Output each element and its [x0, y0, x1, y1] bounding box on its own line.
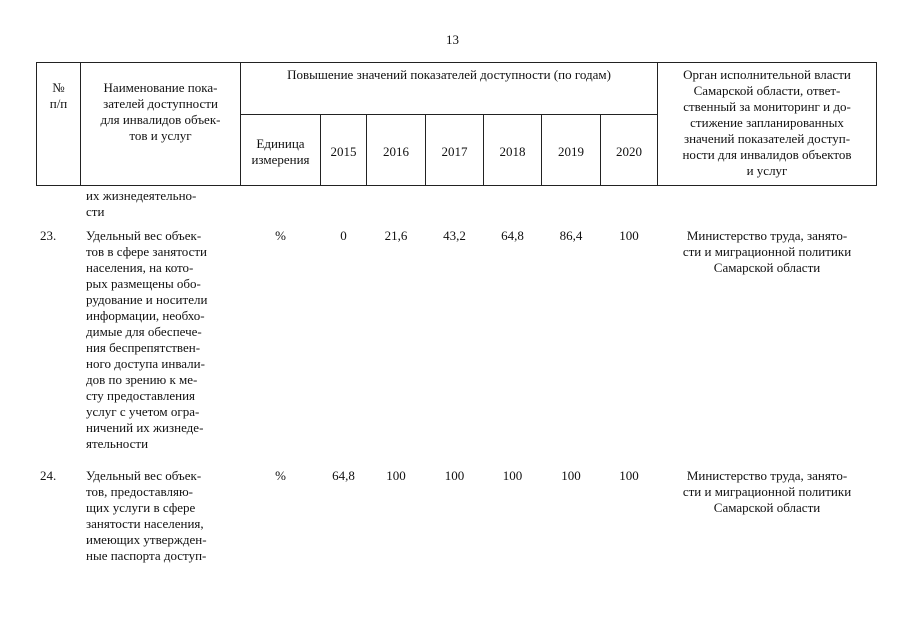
header-year-2015: 2015: [330, 144, 357, 159]
page-number: 13: [446, 32, 459, 47]
header-year-2016: 2016: [383, 144, 409, 159]
header-increase: Повышение значений показателей доступности (по годам): [287, 67, 611, 82]
header-vline: [876, 62, 877, 186]
value-2016: 100: [386, 468, 406, 483]
value-2020: 100: [619, 228, 639, 243]
header-authority: Орган исполнительной власти Самарской области, ответ- ственный за мониторинг и до- стижение запланированных значений показателей доступ- ности для инвалидов объектов и услуг: [682, 67, 852, 178]
value-2015: 64,8: [332, 468, 355, 483]
header-year-2020: 2020: [616, 144, 642, 159]
value-2015: 0: [340, 228, 347, 243]
value-2019: 86,4: [559, 228, 583, 243]
header-top-rule: [36, 62, 877, 63]
value-2020: 100: [619, 468, 639, 483]
header-mid-rule: [240, 114, 657, 115]
value-2017: 43,2: [443, 228, 466, 243]
indicator-name: Удельный вес объек- тов в сфере занятости населения, на кото- рых размещены обо- рудование и носители информации, необхо- димые для обеспече- ния беспрепятствен- ного доступа инвали- дов по зрению к ме- сту предоставления услуг с учетом огра- ничений их жизнеде- ятельности: [86, 228, 208, 451]
value-2017: 100: [444, 468, 465, 483]
value-2018: 64,8: [501, 228, 524, 243]
header-year-2018: 2018: [499, 144, 526, 159]
indicator-name: Удельный вес объек- тов, предоставляю- щих услуги в сфере занятости населения, имеющих утвержден- ные паспорта доступ-: [86, 468, 207, 563]
row-number: 23.: [40, 228, 57, 243]
header-indicator-name: Наименование пока- зателей доступности для инвалидов объек- тов и услуг: [100, 80, 221, 143]
unit-cell: %: [275, 228, 286, 243]
continuation-text: их жизнедеятельно- сти: [86, 188, 197, 219]
value-2016: 21,6: [384, 228, 408, 243]
header-year-2019: 2019: [558, 144, 584, 159]
authority-cell: Министерство труда, занято- сти и миграционной политики Самарской области: [682, 468, 852, 515]
row-number: 24.: [40, 468, 57, 483]
authority-cell: Министерство труда, занято- сти и миграционной политики Самарской области: [682, 228, 852, 275]
unit-cell: %: [275, 468, 286, 483]
value-2019: 100: [561, 468, 581, 483]
header-year-2017: 2017: [441, 144, 468, 159]
value-2018: 100: [502, 468, 523, 483]
header-num: № п/п: [49, 80, 68, 111]
header-bottom-rule: [36, 185, 877, 186]
header-unit: Единица измерения: [251, 136, 310, 167]
